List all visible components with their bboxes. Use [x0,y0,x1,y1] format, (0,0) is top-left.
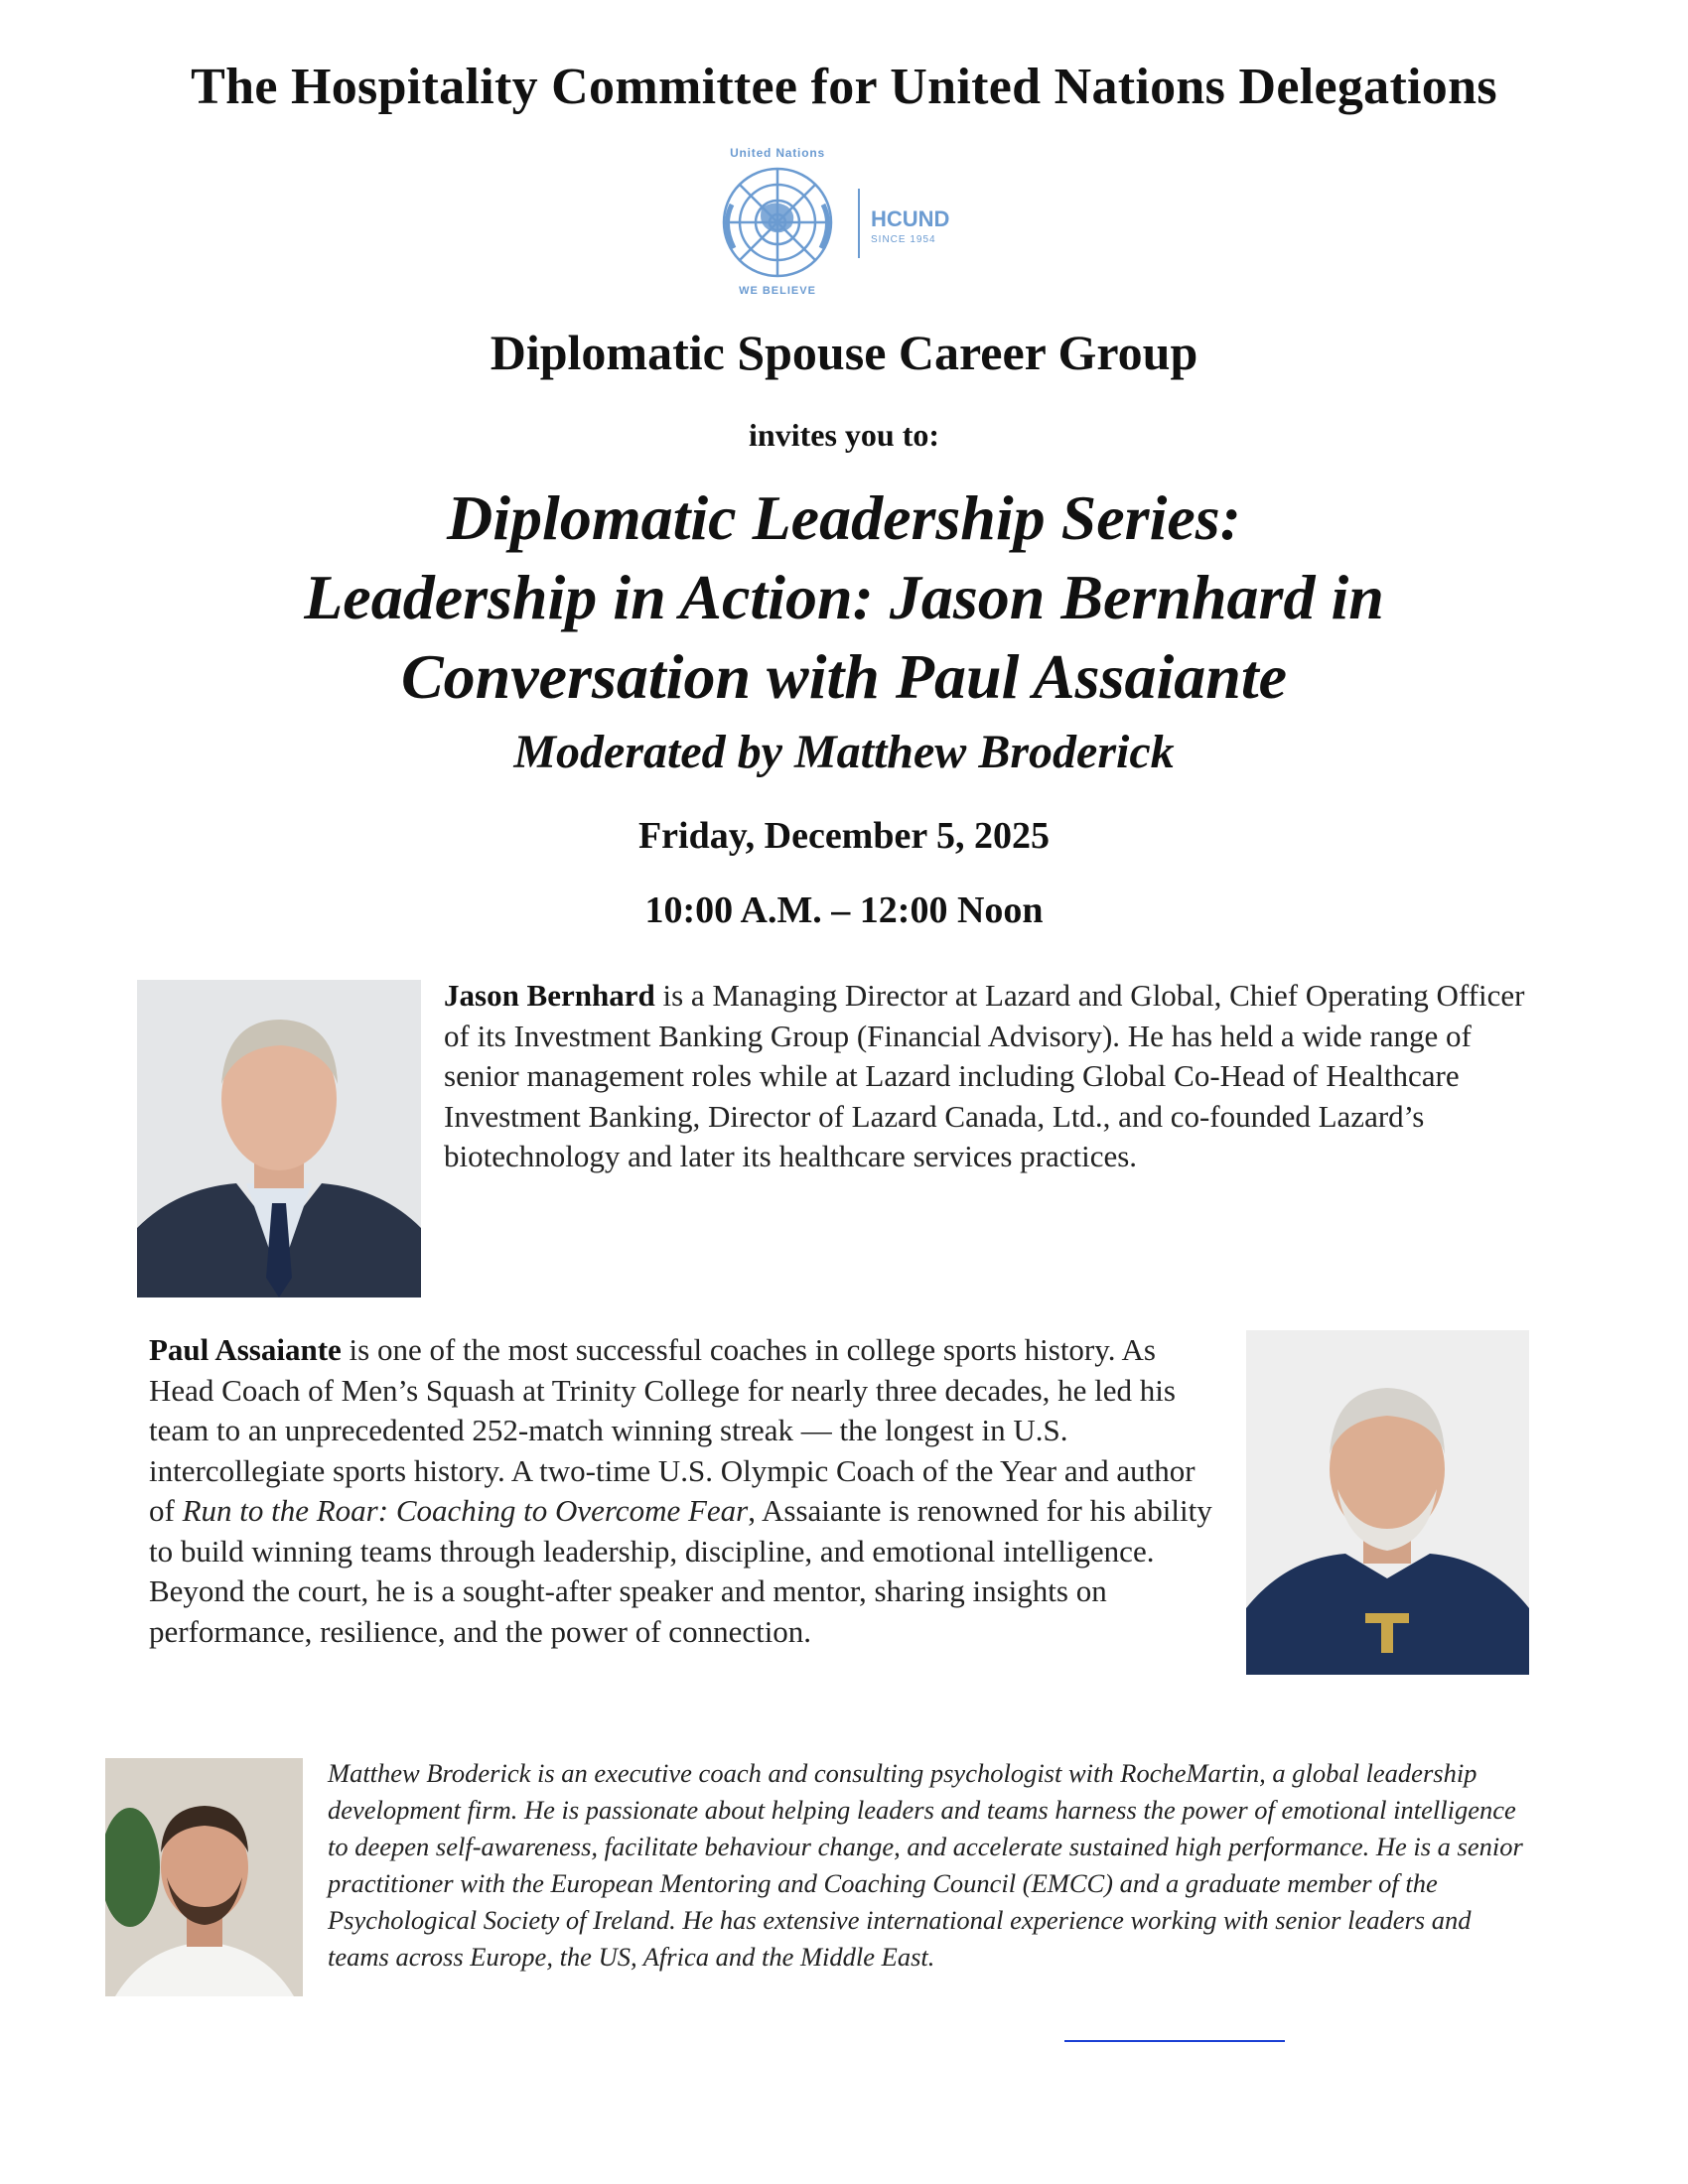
group-title: Diplomatic Spouse Career Group [490,325,1198,380]
logo-top-text: United Nations [730,146,825,160]
jason-bernhard-photo [137,980,421,1297]
paul-assaiante-bio-text-end: , Assaiante is renowned for his ability to build winning teams through leadership, discipline, and emotional intelligence. Beyond the court, he is a sought-after speaker and mentor, sharing insights on performance, resilience, and the power of connection. [149,1493,1212,1649]
un-emblem-icon [710,141,968,300]
empty-link-underline[interactable] [1064,2040,1285,2042]
event-title [99,478,1589,717]
invites-text: invites you to: [749,417,939,453]
organization-title: The Hospitality Committee for United Nations Delegations [191,59,1497,115]
hcund-logo [710,141,968,300]
logo-bottom-text: WE BELIEVE [739,285,816,297]
moderator-line: Moderated by Matthew Broderick [513,726,1175,778]
event-title-line-3: Conversation with Paul Assaiante [400,641,1288,712]
jason-bernhard-name: Jason Bernhard [444,978,655,1013]
jason-bernhard-bio [444,976,1536,1177]
logo-since: SINCE 1954 [871,234,936,245]
event-title-line-2: Leadership in Action: Jason Bernhard in [304,562,1384,632]
paul-assaiante-photo [1246,1330,1529,1675]
paul-assaiante-bio-text: is one of the most successful coaches in college sports history. As Head Coach of Men’s Squash at Trinity College for nearly three decades, he led his team to an unprecedented 252-match winning streak — the longest in U.S. intercollegiate sports history. A two-time U.S. Olympic Coach of the Year and author of [149,1332,1196,1528]
book-title: Run to the Roar: Coaching to Overcome Fear [182,1493,749,1528]
matthew-broderick-bio: Matthew Broderick is an executive coach and consulting psychologist with RocheMartin, a global leadership development firm. He is passionate about helping leaders and teams harness the power of emotional intelligence to deepen self-awareness, facilitate behaviour change, and accelerate sustained high performance. He is a senior practitioner with the European Mentoring and Coaching Council (EMCC) and a graduate member of the Psychological Society of Ireland. He has extensive international experience working with senior leaders and teams across Europe, the US, Africa and the Middle East. [328,1758,1523,1972]
logo-acronym: HCUND [871,206,950,231]
jason-bernhard-bio-text: is a Managing Director at Lazard and Global, Chief Operating Officer of its Investment Banking Group (Financial Advisory). He has held a wide range of senior management roles while at Lazard including Global Co-Head of Healthcare Investment Banking, Director of Lazard Canada, Ltd., and co-founded Lazard’s biotechnology and later its healthcare services practices. [444,978,1525,1173]
paul-assaiante-bio [149,1330,1221,1652]
paul-assaiante-name: Paul Assaiante [149,1332,342,1367]
event-time: 10:00 A.M. – 12:00 Noon [644,889,1044,931]
event-title-line-1: Diplomatic Leadership Series: [447,482,1241,553]
matthew-broderick-photo [105,1758,303,1996]
event-date: Friday, December 5, 2025 [637,815,1051,857]
